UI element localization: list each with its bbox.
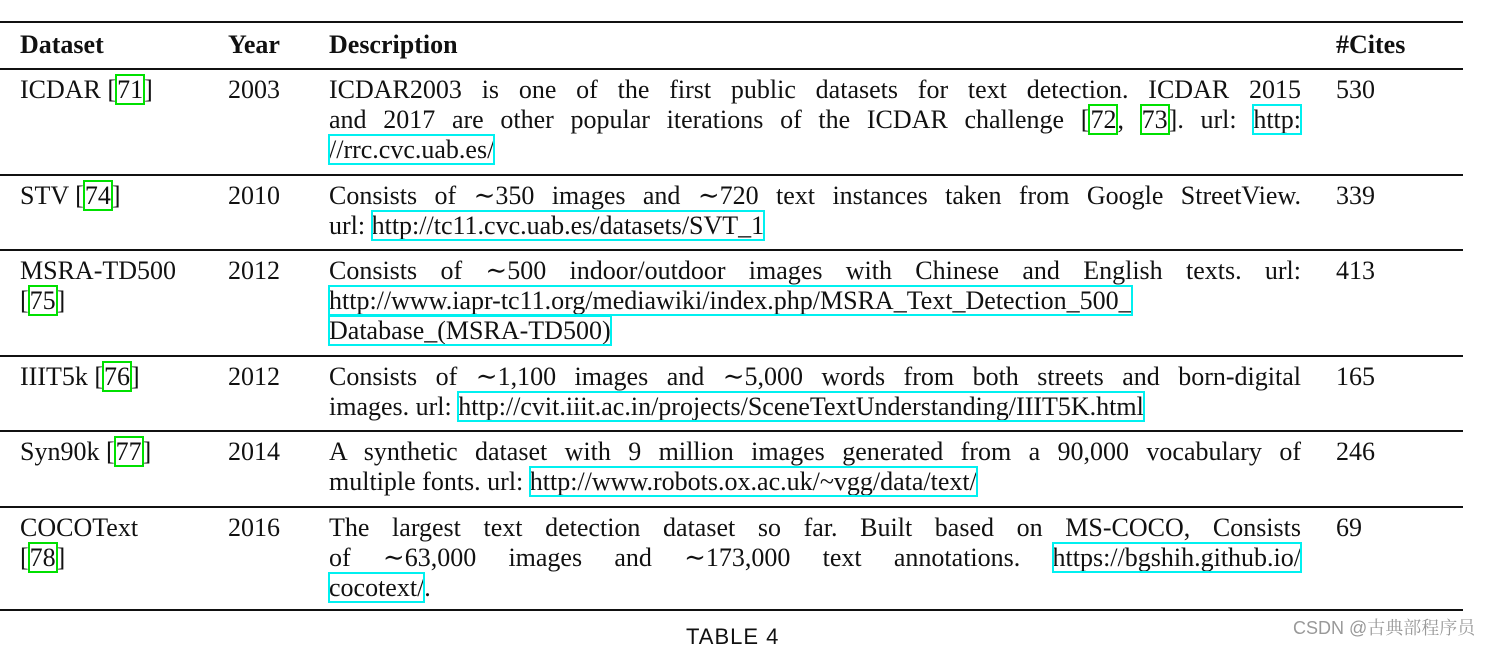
url-link[interactable]: //rrc.cvc.uab.es/ — [329, 135, 495, 164]
text-segment: ] — [131, 362, 140, 391]
text-line — [20, 543, 220, 573]
text-line — [329, 286, 1301, 316]
dataset-cell — [20, 437, 220, 467]
citation-link[interactable]: 78 — [29, 543, 56, 572]
header-description: Description — [329, 30, 458, 59]
url-link[interactable]: https://bgshih.github.io/ — [1052, 543, 1301, 572]
description-cell — [329, 513, 1301, 603]
text-line — [329, 316, 1301, 346]
citation-link[interactable]: 71 — [117, 75, 144, 104]
year-cell: 2012 — [228, 256, 280, 285]
text-line — [329, 75, 1301, 105]
citation-link[interactable]: 75 — [29, 286, 56, 315]
table-caption: TABLE 4 — [686, 624, 780, 649]
text-segment: . — [424, 573, 431, 602]
text-segment: The largest text detection dataset so far. Built based on MS-COCO, Consists — [329, 513, 1301, 542]
text-segment: [ — [20, 286, 29, 315]
dataset-cell — [20, 513, 220, 573]
row-divider — [0, 430, 1463, 432]
text-line — [20, 362, 220, 392]
header-year: Year — [228, 30, 280, 59]
url-link[interactable]: http://cvit.iiit.ac.in/projects/SceneTextUnderstanding/IIIT5K.html — [458, 392, 1144, 421]
row-divider — [0, 355, 1463, 357]
url-link[interactable]: http://www.iapr-tc11.org/mediawiki/index.php/MSRA_Text_Detection_500_ — [329, 286, 1132, 315]
text-line — [20, 75, 220, 105]
text-segment: images. url: — [329, 392, 459, 421]
year-cell: 2016 — [228, 513, 280, 542]
description-cell — [329, 362, 1301, 422]
text-line — [20, 286, 220, 316]
text-line — [20, 256, 220, 286]
dataset-cell — [20, 362, 220, 392]
text-segment: [ — [20, 543, 29, 572]
row-divider — [0, 174, 1463, 176]
text-line — [20, 181, 220, 211]
citation-link[interactable]: 77 — [115, 437, 142, 466]
text-segment: ]. url: — [1168, 105, 1254, 134]
dataset-cell — [20, 256, 220, 316]
text-line — [20, 437, 220, 467]
text-line — [329, 135, 1301, 165]
description-cell — [329, 256, 1301, 346]
watermark: CSDN @古典部程序员 — [1293, 618, 1476, 638]
text-segment: url: — [329, 211, 372, 240]
text-segment: and 2017 are other popular iterations of the ICDAR challenge [ — [329, 105, 1090, 134]
text-line — [329, 467, 1301, 497]
description-cell — [329, 75, 1301, 165]
text-segment: of ∼63,000 images and ∼173,000 text annotations. — [329, 543, 1053, 572]
description-cell — [329, 437, 1301, 497]
text-segment: ] — [111, 181, 121, 210]
text-segment: ] — [142, 437, 152, 466]
text-line — [329, 573, 1301, 603]
table-top-rule — [0, 21, 1463, 23]
text-line — [329, 181, 1301, 211]
row-divider — [0, 506, 1463, 508]
url-link[interactable]: http://tc11.cvc.uab.es/datasets/SVT_1 — [371, 211, 765, 240]
citation-link[interactable]: 74 — [84, 181, 111, 210]
cites-cell: 413 — [1336, 256, 1375, 285]
cites-cell: 530 — [1336, 75, 1375, 104]
text-segment: A synthetic dataset with 9 million images generated from a 90,000 vocabulary of — [329, 437, 1301, 466]
text-segment: Consists of ∼1,100 images and ∼5,000 words from both streets and born-digital — [329, 362, 1301, 391]
text-segment: Consists of ∼500 indoor/outdoor images with Chinese and English texts. url: — [329, 256, 1301, 285]
text-segment: IIIT5k [ — [20, 362, 104, 391]
url-link[interactable]: cocotext/ — [329, 573, 425, 602]
cites-cell: 69 — [1336, 513, 1362, 542]
dataset-cell — [20, 75, 220, 105]
text-segment: COCOText — [20, 513, 139, 542]
text-segment: ] — [56, 543, 66, 572]
text-line — [329, 362, 1301, 392]
text-segment: MSRA-TD500 — [20, 256, 177, 285]
text-line — [329, 256, 1301, 286]
text-segment: ICDAR2003 is one of the first public datasets for text detection. ICDAR 2015 — [329, 75, 1301, 104]
url-link[interactable]: Database_(MSRA-TD500) — [329, 316, 611, 345]
cites-cell: 339 — [1336, 181, 1375, 210]
year-cell: 2012 — [228, 362, 280, 391]
header-cites: #Cites — [1336, 30, 1406, 59]
description-cell — [329, 181, 1301, 241]
text-segment: ] — [144, 75, 153, 104]
text-segment: Consists of ∼350 images and ∼720 text instances taken from Google StreetView. — [329, 181, 1301, 210]
text-segment: , — [1117, 105, 1141, 134]
row-divider — [0, 249, 1463, 251]
table-bottom-rule — [0, 609, 1463, 611]
url-link[interactable]: http: — [1253, 105, 1301, 134]
text-line — [329, 513, 1301, 543]
year-cell: 2003 — [228, 75, 280, 104]
citation-link[interactable]: 72 — [1090, 105, 1117, 134]
text-segment: Syn90k [ — [20, 437, 115, 466]
cites-cell: 246 — [1336, 437, 1375, 466]
text-line — [329, 543, 1301, 573]
row-divider — [0, 68, 1463, 70]
url-link[interactable]: http://www.robots.ox.ac.uk/~vgg/data/text/ — [529, 467, 977, 496]
citation-link[interactable]: 73 — [1141, 105, 1168, 134]
year-cell: 2014 — [228, 437, 280, 466]
header-dataset: Dataset — [20, 30, 104, 59]
text-line — [329, 211, 1301, 241]
text-segment: ] — [56, 286, 66, 315]
year-cell: 2010 — [228, 181, 280, 210]
text-line — [329, 105, 1301, 135]
text-line — [329, 392, 1301, 422]
text-line — [329, 437, 1301, 467]
text-segment: STV [ — [20, 181, 84, 210]
dataset-cell — [20, 181, 220, 211]
text-segment: ICDAR [ — [20, 75, 117, 104]
cites-cell: 165 — [1336, 362, 1375, 391]
citation-link[interactable]: 76 — [104, 362, 131, 391]
text-segment: multiple fonts. url: — [329, 467, 530, 496]
text-line — [20, 513, 220, 543]
